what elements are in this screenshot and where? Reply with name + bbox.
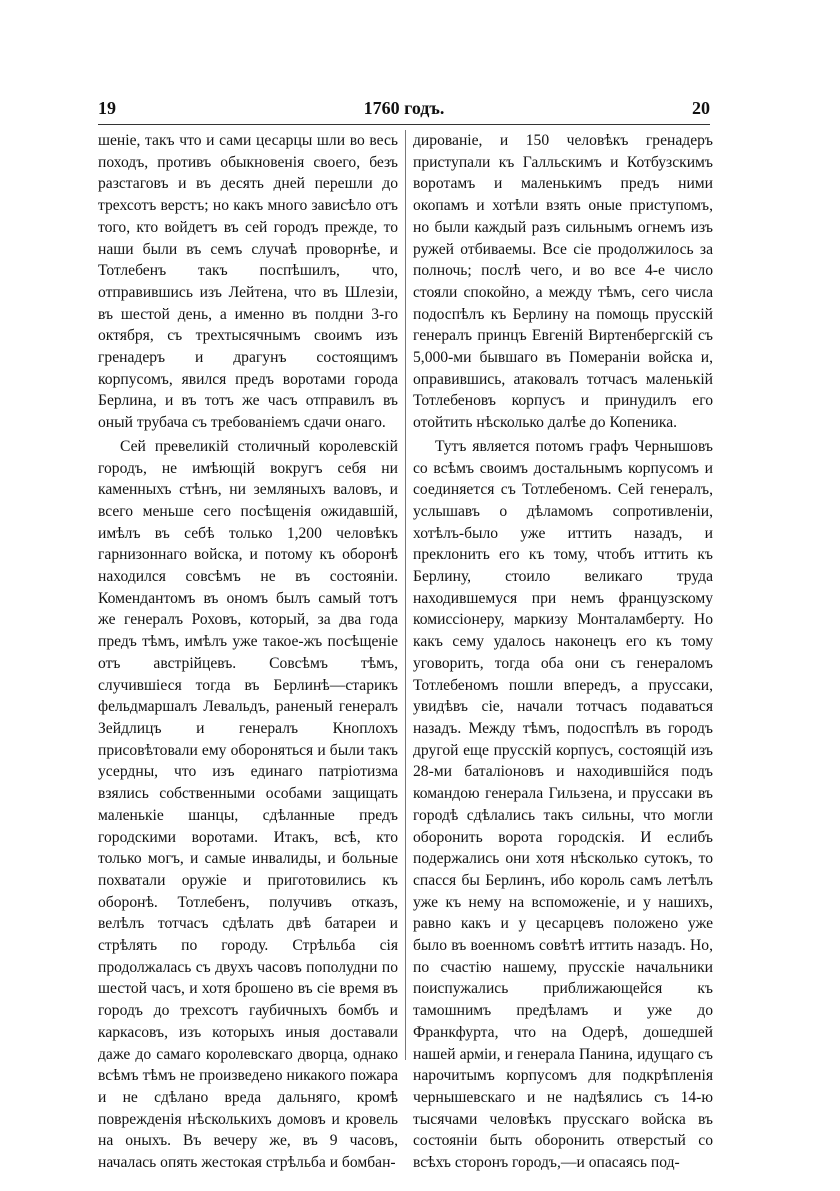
- paragraph: дированіе, и 150 человѣкъ гренадеръ приступали къ Галльскимъ и Котбузскимъ воротамъ и маленькимъ предъ ними окопамъ и хотѣли взять оные приступомъ, но были каждый разъ сильнымъ огнемъ изъ ружей отбиваемы. Все сіе продолжилось за полночь; послѣ чего, и во все 4-е число стояли спокойно, а между тѣмъ, сего числа подоспѣлъ къ Берлину на помощь прусскій генералъ принцъ Евгеній Виртенбергскій съ 5,000-ми бывшаго въ Помераніи войска и, оправившись, атаковалъ тотчасъ маленькій Тотлебеновъ корпусъ и принудилъ его отойтить нѣсколько далѣе до Копеника.: [413, 132, 713, 432]
- column-divider: [405, 130, 406, 1060]
- page-header: [98, 98, 710, 124]
- paragraph: Тутъ является потомъ графъ Чернышовъ со всѣмъ своимъ достальнымъ корпусомъ и соединяется съ Тотлебеномъ. Сей генералъ, услышавъ о дѣламомъ сопротивленіи, хотѣлъ-было уже иттить назадъ, и преклонить его къ тому, чтобъ иттить къ Берлину, стоило великаго труда находившемуся при немъ французскому комиссіонеру, маркизу Монталамберту. Но какъ сему удалось наконецъ его къ тому уговорить, тогда оба они съ генераломъ Тотлебеномъ пошли впередъ, а пруссаки, увидѣвъ сіе, начали тотчасъ подаваться назадъ. Между тѣмъ, подоспѣлъ въ городъ другой еще прусскій корпусъ, состоящій изъ 28-ми баталіоновъ и находившійся подъ командою генерала Гильзена, и пруссаки въ городѣ сдѣлались такъ сильны, что могли оборонить ворота городскія. И еслибъ подержались они хотя нѣсколько сутокъ, то спасся бы Берлинъ, ибо король самъ летѣлъ уже къ нему на вспоможеніе, и у нашихъ, равно какъ и у цесарцевъ положено уже было въ военномъ совѣтѣ иттить назадъ. Но, по счастію нашему, прусскіе начальники поиспужались приближающейся къ тамошнимъ предѣламъ и уже до Франкфурта, что на Одерѣ, дошедшей нашей арміи, и генерала Панина, идущаго съ нарочитымъ корпусомъ для подкрѣпленія чернышевскаго и не надѣялись съ 14-ю тысячами человѣкъ прусскаго войска въ состояніи быть оборонить отверстый со всѣхъ сторонъ городъ,—и опасаясь под-: [413, 437, 713, 1172]
- right-page-number: 20: [692, 98, 710, 118]
- left-text-column: [98, 130, 398, 1174]
- right-text-column: [413, 130, 713, 1174]
- header-rule: [98, 124, 710, 125]
- running-title: 1760 годъ.: [363, 98, 445, 118]
- paragraph: шеніе, такъ что и сами цесарцы шли во весь походъ, противъ обыкновенія своего, безъ разстаговъ и въ десять дней перешли до трехсотъ верстъ; но какъ много зависѣло отъ того, кто войдетъ въ сей городъ прежде, то наши были въ семъ случаѣ проворнѣе, и Тотлебенъ такъ поспѣшилъ, что, отправившись изъ Лейтена, что въ Шлезіи, въ шестой день, а именно въ полдни 3-го октября, съ трехтысячнымъ своимъ изъ гренадеръ и драгунъ состоящимъ корпусомъ, явился предъ воротами города Берлина, и въ тотъ же часъ отправилъ въ оный трубача съ требованіемъ сдачи онаго.: [98, 132, 398, 432]
- left-page-number: 19: [98, 98, 116, 118]
- paragraph: Сей превеликій столичный королевскій городъ, не имѣющій вокругъ себя ни каменныхъ стѣнъ, ни земляныхъ валовъ, и всего меньше сего посѣщенія ожидавшій, имѣлъ въ себѣ только 1,200 человѣкъ гарнизоннаго войска, и потому къ оборонѣ находился совсѣмъ не въ состояніи. Комендантомъ въ ономъ былъ самый тотъ же генералъ Роховъ, который, за два года предъ тѣмъ, имѣлъ уже такое-жъ посѣщеніе отъ австрійцевъ. Совсѣмъ тѣмъ, случившіеся тогда въ Берлинѣ—старикъ фельдмаршалъ Левальдъ, раненый генералъ Зейдлицъ и генералъ Кноплохъ присовѣтовали ему обороняться и были такъ усердны, что изъ единаго патріотизма взялись собственными особами защищать маленькіе шанцы, сдѣланные предъ городскими воротами. Итакъ, всѣ, кто только могъ, и самые инвалиды, и больные похватали оружіе и приготовились къ оборонѣ. Тотлебенъ, получивъ отказъ, велѣлъ тотчасъ сдѣлать двѣ батареи и стрѣлять по городу. Стрѣльба сія продолжалась съ двухъ часовъ пополудни по шестой часъ, и хотя брошено въ сіе время въ городъ до трехсотъ гаубичныхъ бомбъ и каркасовъ, изъ которыхъ иныя доставали даже до самаго королевскаго дворца, однако всѣмъ тѣмъ не произведено никакого пожара и не сдѣлано вреда дальняго, кромѣ поврежденія нѣсколькихъ домовъ и кровель на оныхъ. Въ вечеру же, въ 9 часовъ, началась опять жестокая стрѣльба и бомбан-: [98, 437, 398, 1172]
